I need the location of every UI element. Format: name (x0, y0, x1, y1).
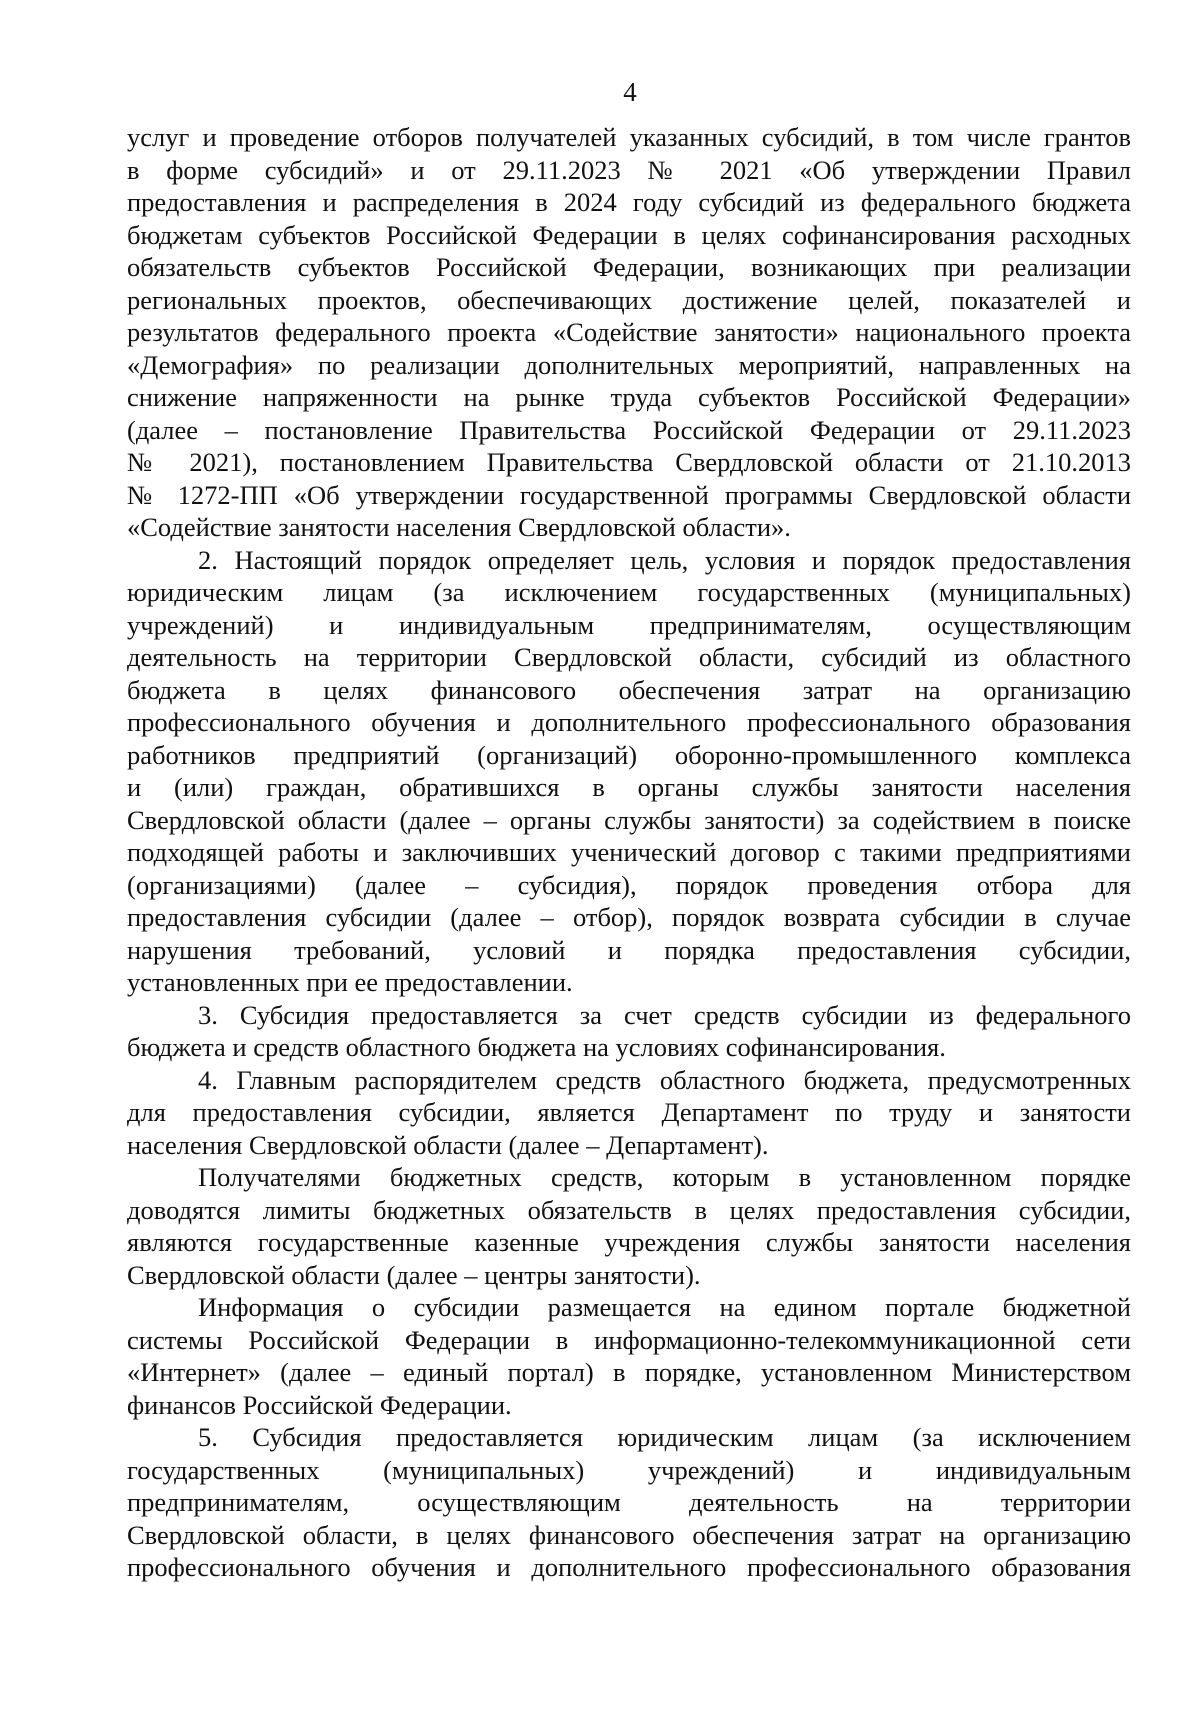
paragraph-first-line: Получателями бюджетных средств, которым в установленном порядке (198, 1162, 1131, 1192)
document-body (127, 121, 1131, 1584)
text-line: установленных при ее предоставлении. (127, 967, 573, 997)
page-number: 4 (623, 77, 637, 107)
paragraph-first-line: 2. Настоящий порядок определяет цель, условия и порядок предоставления (198, 544, 1131, 575)
text-line: региональных проектов, обеспечивающих достижение целей, показателей и (127, 284, 1131, 315)
text-line: результатов федерального проекта «Содействие занятости» национального проекта (127, 317, 1131, 347)
paragraph-first-line: Информация о субсидии размещается на едином портале бюджетной (198, 1292, 1131, 1322)
text-line: и (или) граждан, обратившихся в органы службы занятости населения (127, 772, 1131, 802)
text-line: деятельность на территории Свердловской области, субсидий из областного (127, 642, 1131, 672)
text-line: (далее – постановление Правительства Российской Федерации от 29.11.2023 (127, 414, 1131, 445)
text-line: снижение напряженности на рынке труда субъектов Российской Федерации» (127, 382, 1131, 412)
text-line: бюджета и средств областного бюджета на условиях софинансирования. (127, 1032, 946, 1062)
text-line: услуг и проведение отборов получателей указанных субсидий, в том числе грантов (127, 122, 1131, 152)
text-line: предоставления и распределения в 2024 году субсидий из федерального бюджета (127, 187, 1131, 217)
paragraph-first-line: 3. Субсидия предоставляется за счет средств субсидии из федерального (198, 999, 1131, 1030)
text-line: нарушения требований, условий и порядка предоставления субсидии, (127, 934, 1131, 965)
text-line: профессионального обучения и дополнительного профессионального образования (127, 707, 1131, 737)
text-line: Свердловской области (далее – центры занятости). (127, 1259, 701, 1290)
text-line: «Демография» по реализации дополнительных мероприятий, направленных на (127, 349, 1131, 380)
text-line: профессионального обучения и дополнительного профессионального образования (127, 1552, 1131, 1582)
text-line: юридическим лицам (за исключением государственных (муниципальных) (127, 577, 1131, 607)
text-line: для предоставления субсидии, является Департамент по труду и занятости (127, 1097, 1131, 1127)
text-line: обязательств субъектов Российской Федерации, возникающих при реализации (127, 252, 1131, 282)
text-line: предпринимателям, осуществляющим деятельность на территории (127, 1487, 1131, 1517)
paragraph-first-line: 5. Субсидия предоставляется юридическим лицам (за исключением (198, 1422, 1131, 1452)
text-line: учреждений) и индивидуальным предпринимателям, осуществляющим (127, 609, 1131, 640)
text-line: предоставления субсидии (далее – отбор), порядок возврата субсидии в случае (127, 902, 1131, 932)
text-line: «Содействие занятости населения Свердловской области». (127, 512, 791, 542)
text-line: являются государственные казенные учреждения службы занятости населения (127, 1227, 1131, 1257)
text-line: государственных (муниципальных) учреждений) и индивидуальным (127, 1454, 1131, 1485)
text-line: в форме субсидий» и от 29.11.2023 № 2021 «Об утверждении Правил (127, 154, 1131, 185)
text-line: Свердловской области, в целях финансового обеспечения затрат на организацию (127, 1519, 1131, 1550)
text-line: финансов Российской Федерации. (127, 1389, 512, 1420)
text-line: работников предприятий (организаций) оборонно-промышленного комплекса (127, 739, 1131, 770)
text-line: бюджета в целях финансового обеспечения затрат на организацию (127, 674, 1131, 705)
text-line: № 1272-ПП «Об утверждении государственной программы Свердловской области (127, 479, 1131, 510)
text-line: бюджетам субъектов Российской Федерации в целях софинансирования расходных (127, 219, 1131, 250)
paragraph-first-line: 4. Главным распорядителем средств областного бюджета, предусмотренных (198, 1064, 1131, 1095)
text-line: населения Свердловской области (далее – Департамент). (127, 1129, 769, 1160)
text-line: «Интернет» (далее – единый портал) в порядке, установленном Министерством (127, 1357, 1131, 1387)
text-line: доводятся лимиты бюджетных обязательств в целях предоставления субсидии, (127, 1194, 1131, 1225)
text-line: Свердловской области (далее – органы службы занятости) за содействием в поиске (127, 804, 1131, 835)
text-line: (организациями) (далее – субсидия), порядок проведения отбора для (127, 869, 1131, 900)
text-line: системы Российской Федерации в информационно-телекоммуникационной сети (127, 1324, 1131, 1355)
text-line: подходящей работы и заключивших ученический договор с такими предприятиями (127, 837, 1131, 867)
text-line: № 2021), постановлением Правительства Свердловской области от 21.10.2013 (127, 447, 1131, 477)
